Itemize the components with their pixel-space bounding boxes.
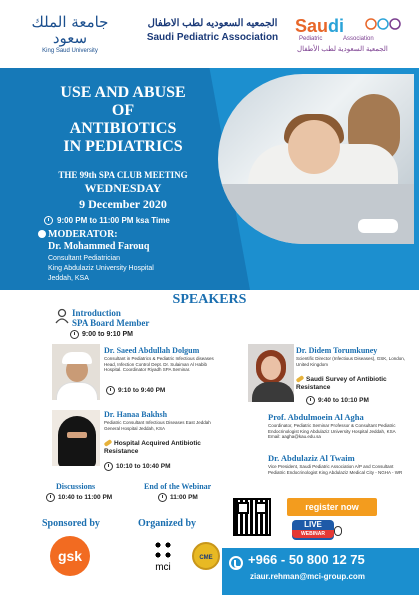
clock-icon bbox=[70, 330, 79, 339]
live-webinar-badge: LIVE WEBINAR bbox=[292, 520, 334, 540]
meeting-day: WEDNESDAY bbox=[84, 181, 162, 195]
meeting-info bbox=[8, 170, 238, 212]
ksu-arabic-name: جامعة الملك سعود bbox=[31, 13, 109, 47]
phone-number[interactable]: +966 - 50 800 12 75 bbox=[248, 552, 365, 567]
moderator-title: Consultant Pediatrician bbox=[48, 255, 120, 262]
spa-arabic-name: الجمعيه السعوديه لطب الاطفال bbox=[147, 18, 278, 29]
speaker-description: Coordinator, Pediatric Seminar Professor & Consultant Pediatric Endocrinologist King Abdulaziz University Hospital Jeddah, KSA Email: aagha@kau.edu.sa bbox=[268, 423, 396, 439]
speaker-topic: Saudi Survey of Antibiotic Resistance bbox=[296, 376, 387, 391]
meeting-time bbox=[44, 216, 170, 225]
mci-dots-icon bbox=[153, 540, 173, 560]
end-time: 11:00 PM bbox=[158, 493, 198, 502]
meeting-date: 9 December 2020 bbox=[79, 197, 167, 211]
title-line: IN PEDIATRICS bbox=[63, 138, 183, 155]
pill-icon bbox=[296, 375, 305, 383]
email-address[interactable]: ziaur.rehman@mci-group.com bbox=[250, 572, 365, 581]
speaker-description: Scientific Director (Infectious Diseases), GSK, London, United Kingdom bbox=[296, 356, 406, 367]
speaker-description: Pediatric Consultant Infectious Diseases East Jeddah General Hospital Jeddah, KSA bbox=[104, 420, 211, 431]
saudi-pediatric-logo bbox=[295, 16, 410, 56]
speaker-name: Dr. Saeed Abdullah Dolgum bbox=[104, 346, 200, 355]
saudi-sub-pediatric: Pediatric bbox=[299, 36, 323, 42]
speaker-time: 9:40 to 10:10 PM bbox=[306, 396, 369, 405]
intro-label: Introduction bbox=[72, 308, 121, 318]
cme-badge: CME bbox=[192, 542, 220, 570]
clock-icon bbox=[106, 386, 115, 395]
mouse-icon bbox=[334, 526, 342, 536]
saudi-sub-association: Association bbox=[343, 36, 374, 42]
phone-icon bbox=[229, 556, 243, 570]
moderator bbox=[48, 229, 154, 283]
event-title bbox=[8, 84, 238, 156]
title-line: ANTIBIOTICS bbox=[69, 120, 177, 137]
discussions-label: Discussions bbox=[56, 482, 96, 491]
meeting-name: THE 99th SPA CLUB MEETING bbox=[58, 170, 188, 180]
spa-logo bbox=[140, 18, 285, 43]
moderator-label: MODERATOR: bbox=[48, 229, 118, 240]
ksu-english-name: King Saud University bbox=[42, 48, 98, 54]
spa-english-name: Saudi Pediatric Association bbox=[146, 32, 279, 43]
clock-icon bbox=[104, 462, 113, 471]
speaker-description: Vice President, Saudi Pediatric Association A/P and Consultant Pediatric Endocrinologist King Abdulaziz Medical City - NGHA - WR bbox=[268, 464, 403, 475]
moderator-name: Dr. Mohammed Farouq bbox=[48, 241, 150, 252]
speaker-name: Dr. Abdulaziz Al Twaim bbox=[268, 453, 355, 463]
speaker-photo-bakhsh bbox=[52, 410, 100, 466]
title-line: OF bbox=[111, 102, 135, 119]
sponsored-by-label: Sponsored by bbox=[42, 518, 100, 529]
speaker-description: Consultant in Pediatrics & Pediatric Infectious diseases Head, Infection Control Dept. Dr. Sulaiman Al Habib Hospital. Coordinator Riyadh SPA Seminar. bbox=[104, 356, 214, 372]
intro-time: 9:00 to 9:10 PM bbox=[70, 330, 133, 339]
title-line: USE AND ABUSE bbox=[60, 84, 186, 101]
clock-icon bbox=[158, 493, 167, 502]
sick-child-photo bbox=[218, 74, 414, 244]
organized-by-label: Organized by bbox=[138, 518, 197, 529]
saudi-arabic-name: الجمعية السعودية لطب الأطفال bbox=[297, 46, 388, 53]
clock-icon bbox=[44, 216, 53, 225]
pill-icon bbox=[104, 439, 113, 447]
speaker-name: Dr. Hanaa Bakhsh bbox=[104, 410, 168, 419]
moderator-icon bbox=[38, 230, 46, 238]
speaker-time: 9:10 to 9:40 PM bbox=[106, 386, 165, 395]
person-icon bbox=[54, 308, 70, 324]
clock-icon bbox=[306, 396, 315, 405]
speaker-photo-torumkuney bbox=[248, 344, 294, 402]
speakers-heading: SPEAKERS bbox=[172, 292, 247, 307]
speaker-name: Dr. Didem Torumkuney bbox=[296, 346, 378, 355]
discussions-time: 10:40 to 11:00 PM bbox=[46, 493, 112, 502]
children-icon bbox=[363, 16, 407, 36]
end-label: End of the Webinar bbox=[144, 482, 212, 491]
moderator-city: Jeddah, KSA bbox=[48, 275, 89, 282]
speaker-name: Prof. Abdulmoein Al Agha bbox=[268, 412, 364, 422]
register-button[interactable]: register now bbox=[287, 498, 377, 516]
header bbox=[0, 0, 419, 68]
moderator-hospital: King Abdulaziz University Hospital bbox=[48, 265, 154, 272]
speaker-time: 10:10 to 10:40 PM bbox=[104, 462, 171, 471]
speaker-photo-dolgum bbox=[52, 344, 100, 400]
gsk-logo: gsk bbox=[50, 536, 90, 576]
speaker-topic: Hospital Acquired Antibiotic Resistance bbox=[104, 440, 201, 455]
intro-role: SPA Board Member bbox=[72, 318, 150, 328]
mci-logo: mci bbox=[148, 540, 178, 580]
ksu-logo bbox=[30, 14, 110, 54]
meeting-time-text: 9:00 PM to 11:00 PM ksa Time bbox=[57, 216, 170, 225]
qr-code[interactable] bbox=[233, 498, 271, 536]
saudi-wordmark: Saudi bbox=[295, 16, 345, 36]
clock-icon bbox=[46, 493, 55, 502]
